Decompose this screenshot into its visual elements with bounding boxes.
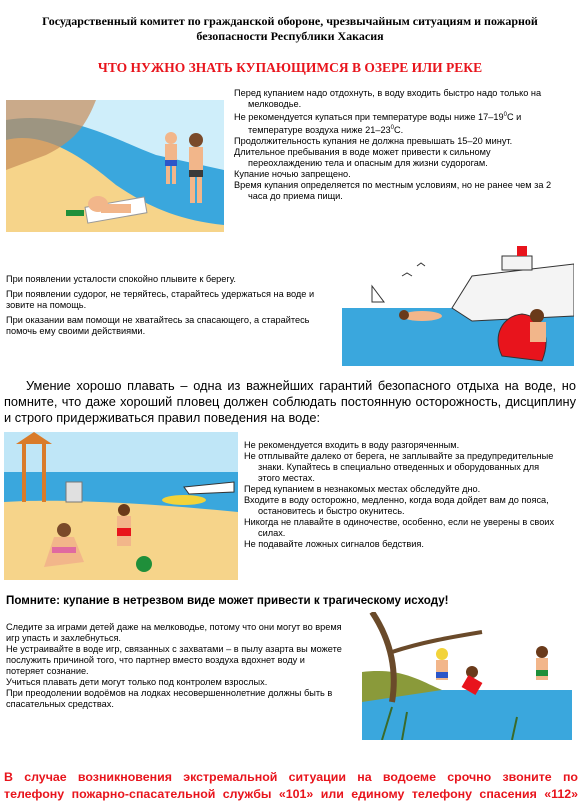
rule-never-alone: Никогда не плавайте в одиночестве, особенно, если не уверены в своих силах. xyxy=(244,517,555,538)
rule-swim-time: Время купания определяется по местным условиям, но не ранее чем за 2 часа до приема пищи. xyxy=(234,180,552,202)
tip-cramps: При появлении судорог, не теряйтесь, старайтесь удержаться на воде и зовите на помощь. xyxy=(6,289,315,310)
rule-no-night-swim: Купание ночью запрещено. xyxy=(234,169,351,180)
tip-learn-with-adults: Учиться плавать дети могут только под контролем взрослых. xyxy=(6,677,268,687)
children-safety-block xyxy=(6,622,342,710)
rule-water-temperature-part1: Не рекомендуется купаться при температуре воды ниже 17–19 xyxy=(234,112,504,123)
committee-header-line2: безопасности Республики Хакасия xyxy=(196,29,384,43)
tips-block-2 xyxy=(6,274,336,337)
rule-water-temperature xyxy=(234,110,564,136)
rule-hypothermia: Длительное пребывания в воде может привести к сильному переохлаждению тела и опасным для жизни судорогам. xyxy=(234,147,491,169)
tip-watch-children: Следите за играми детей даже на мелководье, потому что они могут во время игр упасть и захлебнуться. xyxy=(6,622,342,643)
committee-header xyxy=(20,14,560,44)
tip-life-jackets-boats: При преодолении водоёмов на лодках несовершеннолетние должны быть в спасательных средствах. xyxy=(6,688,333,709)
committee-header-line1: Государственный комитет по гражданской обороне, чрезвычайным ситуациям и пожарной xyxy=(42,14,538,28)
degree-mark-2: 0 xyxy=(390,125,395,132)
rule-water-temperature-part2: С и температуре воздуха ниже 21–23 xyxy=(248,112,522,136)
rule-not-overheated: Не рекомендуется входить в воду разгоряченным. xyxy=(244,440,460,450)
tip-fatigue: При появлении усталости спокойно плывите к берегу. xyxy=(6,274,236,284)
tip-no-grabbing-games: Не устраивайте в воде игр, связанных с захватами – в пылу азарта вы можете послужить причиной того, что партнер вместо воздуха вдохнет воду и потеряет сознание. xyxy=(6,644,342,676)
rule-rest-before-swim: Перед купанием надо отдохнуть, в воду входить быстро надо только на мелководье. xyxy=(234,88,542,109)
warning-drunk-swimming: Помните: купание в нетрезвом виде может привести к трагическому исходу! xyxy=(6,594,449,607)
rule-stay-near-shore: Не отплывайте далеко от берега, не заплывайте за предупредительные знаки. Купайтесь в специально отведенных и оборудованных для этого местах. xyxy=(244,451,554,483)
rule-swim-duration: Продолжительность купания не должна превышать 15–20 минут. xyxy=(234,136,513,147)
rule-check-bottom: Перед купанием в незнакомых местах обследуйте дно. xyxy=(244,484,481,494)
emergency-footer-line1: В случае возникновения экстремальной ситуации на водоеме срочно звоните по xyxy=(4,770,578,784)
rule-no-false-signals: Не подавайте ложных сигналов бедствия. xyxy=(244,539,424,549)
beach-illustration xyxy=(6,100,224,232)
rules-block-1 xyxy=(234,88,564,202)
emergency-phones-footer xyxy=(4,769,578,803)
tip-rescue: При оказании вам помощи не хватайтесь за спасающего, а старайтесь помочь ему своими действиями. xyxy=(6,315,310,336)
rules-block-3 xyxy=(244,440,562,550)
emergency-footer-line2: телефону пожарно-спасательной службы «101» или единому телефону спасения «112» xyxy=(4,787,578,801)
diving-danger-illustration xyxy=(362,612,572,740)
swimming-skill-paragraph: Умение хорошо плавать – одна из важнейших гарантий безопасного отдыха на воде, но помните, что даже хороший пловец должен соблюдать постоянную осторожность, дисциплину и строго придерживаться правил поведения на воде: xyxy=(4,378,576,425)
degree-mark-1: 0 xyxy=(503,112,507,118)
page-title: ЧТО НУЖНО ЗНАТЬ КУПАЮЩИМСЯ В ОЗЕРЕ ИЛИ РЕКЕ xyxy=(97,60,483,75)
rule-water-temperature-part3: С. xyxy=(394,125,404,136)
ship-rescue-illustration xyxy=(342,236,574,366)
rule-enter-slowly: Входите в воду осторожно, медленно, когда вода дойдет вам до пояса, остановитесь и быстро окунитесь. xyxy=(244,495,549,516)
beach-children-illustration xyxy=(4,432,238,580)
